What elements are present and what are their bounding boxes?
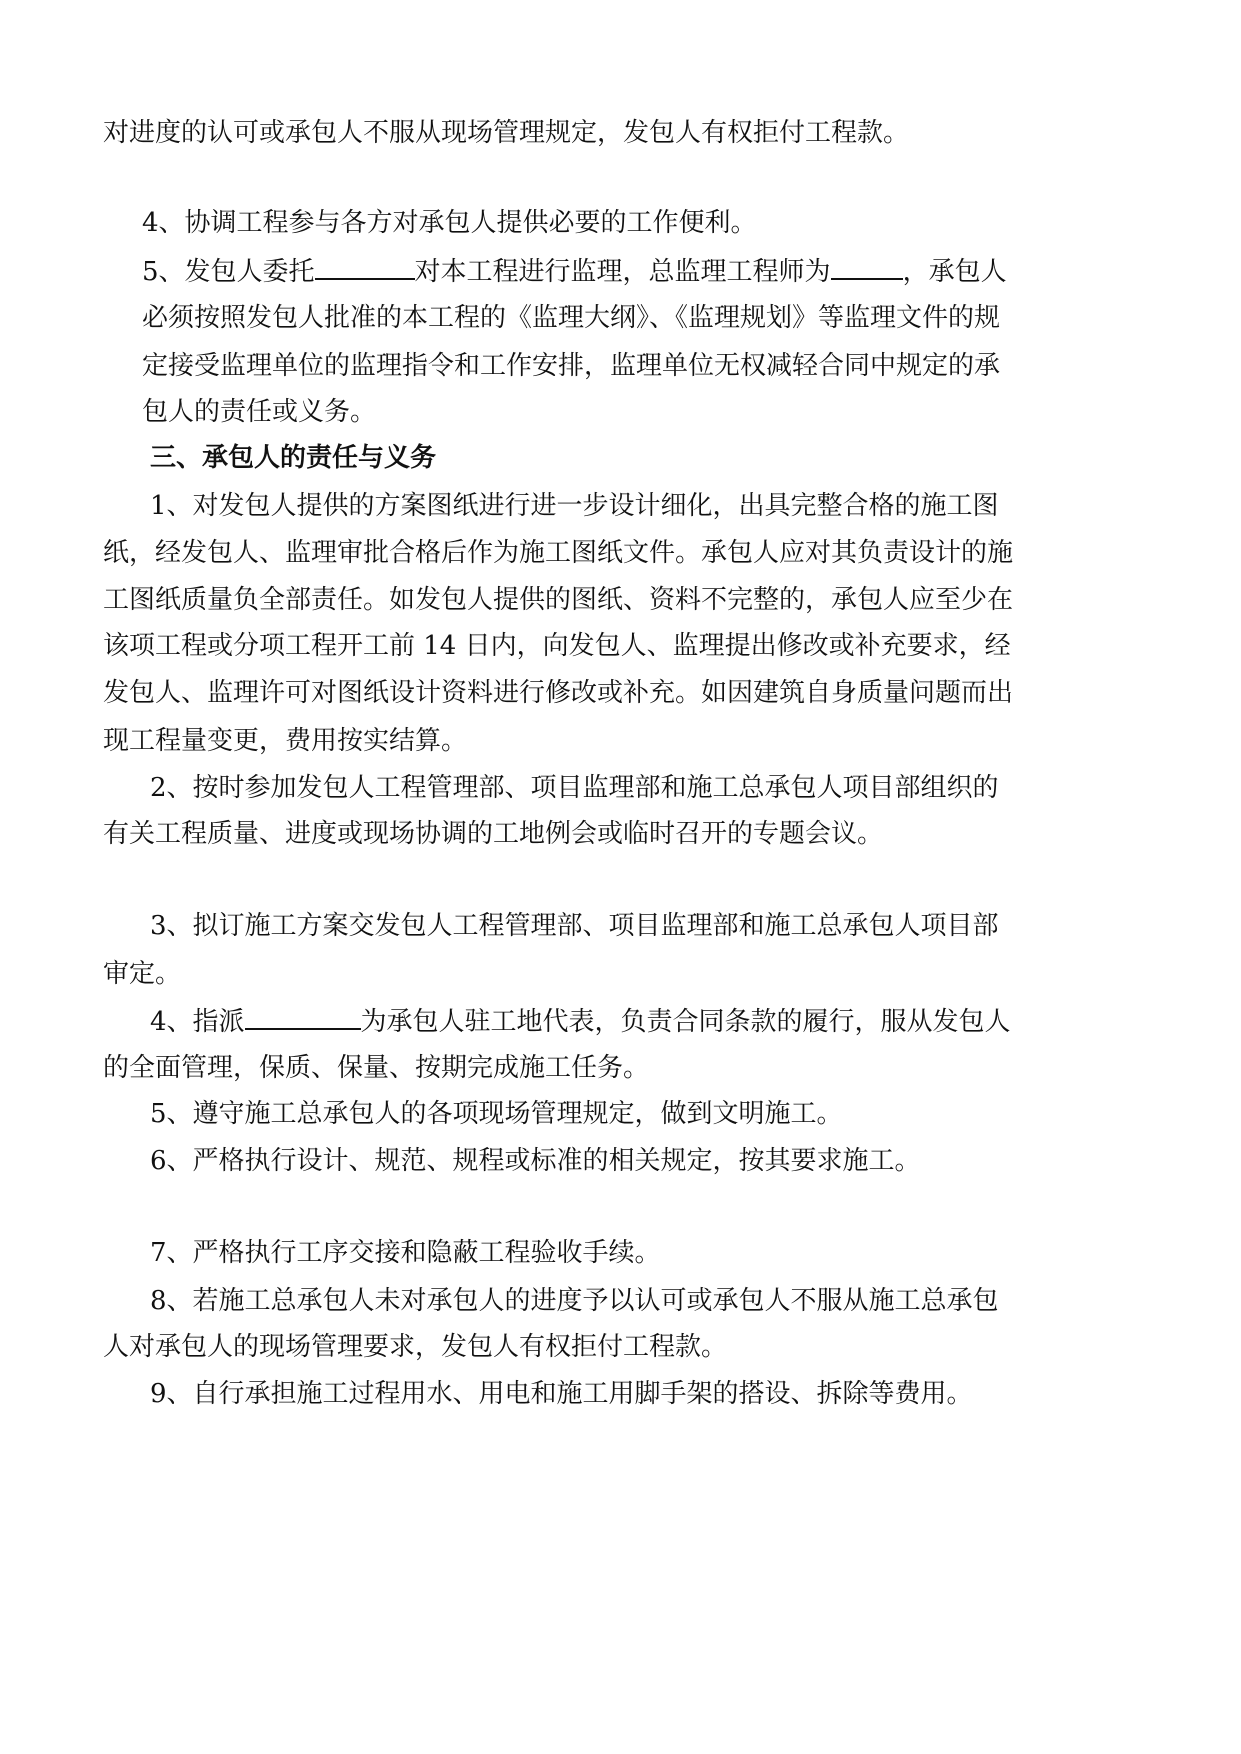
clause-3-9-line-1: 9、自行承担施工过程用水、用电和施工用脚手架的搭设、拆除等费用。: [150, 1379, 973, 1409]
clause-3-6-line-1: 6、严格执行设计、规范、规程或标准的相关规定，按其要求施工。: [150, 1146, 921, 1176]
site-representative-blank: [245, 1004, 361, 1030]
clause-2-5-line-3: 定接受监理单位的监理指令和工作安排，监理单位无权减轻合同中规定的承: [142, 351, 1001, 381]
paragraph-continuation-line: 对进度的认可或承包人不服从现场管理规定，发包人有权拒付工程款。: [103, 118, 910, 148]
clause-2-5-text-c: ，承包人: [902, 257, 1007, 287]
clause-2-5-line-4: 包人的责任或义务。: [142, 397, 377, 427]
clause-2-4-line-1: 4、协调工程参与各方对承包人提供必要的工作便利。: [142, 208, 757, 238]
clause-3-4-text-a: 4、指派: [150, 1007, 245, 1037]
clause-2-5-text-a: 5、发包人委托: [142, 257, 315, 287]
clause-3-1-line-2: 纸，经发包人、监理审批合格后作为施工图纸文件。承包人应对其负责设计的施: [103, 538, 1014, 568]
clause-3-4-line-2: 的全面管理，保质、保量、按期完成施工任务。: [103, 1053, 650, 1083]
chief-engineer-blank: [831, 254, 903, 280]
clause-3-4-line-1: [150, 1004, 1011, 1039]
clause-3-7-line-1: 7、严格执行工序交接和隐蔽工程验收手续。: [150, 1238, 661, 1268]
clause-2-5-text-b: 对本工程进行监理，总监理工程师为: [414, 257, 831, 287]
clause-3-1-line-3: 工图纸质量负全部责任。如发包人提供的图纸、资料不完整的，承包人应至少在: [103, 585, 1014, 615]
clause-3-1-line-5: 发包人、监理许可对图纸设计资料进行修改或补充。如因建筑自身质量问题而出: [103, 678, 1014, 708]
clause-3-8-line-1: 8、若施工总承包人未对承包人的进度予以认可或承包人不服从施工总承包: [150, 1286, 999, 1316]
clause-3-1-line-4: 该项工程或分项工程开工前 14 日内，向发包人、监理提出修改或补充要求，经: [103, 631, 1011, 661]
clause-3-1-line-1: 1、对发包人提供的方案图纸进行进一步设计细化，出具完整合格的施工图: [150, 491, 999, 521]
clause-2-5-line-2: 必须按照发包人批准的本工程的《监理大纲》、《监理规划》等监理文件的规: [142, 303, 1001, 333]
clause-3-8-line-2: 人对承包人的现场管理要求，发包人有权拒付工程款。: [103, 1332, 728, 1362]
clause-2-5-line-1: [142, 254, 1007, 289]
clause-3-3-line-2: 审定。: [103, 959, 182, 989]
supervisor-company-blank: [315, 254, 415, 280]
clause-3-2-line-1: 2、按时参加发包人工程管理部、项目监理部和施工总承包人项目部组织的: [150, 773, 999, 803]
clause-3-4-text-b: 为承包人驻工地代表，负责合同条款的履行，服从发包人: [360, 1007, 1011, 1037]
clause-3-2-line-2: 有关工程质量、进度或现场协调的工地例会或临时召开的专题会议。: [103, 819, 884, 849]
clause-3-3-line-1: 3、拟订施工方案交发包人工程管理部、项目监理部和施工总承包人项目部: [150, 911, 999, 941]
clause-3-5-line-1: 5、遵守施工总承包人的各项现场管理规定，做到文明施工。: [150, 1099, 843, 1129]
clause-3-1-line-6: 现工程量变更，费用按实结算。: [103, 726, 468, 756]
section-heading: 三、承包人的责任与义务: [150, 443, 437, 473]
